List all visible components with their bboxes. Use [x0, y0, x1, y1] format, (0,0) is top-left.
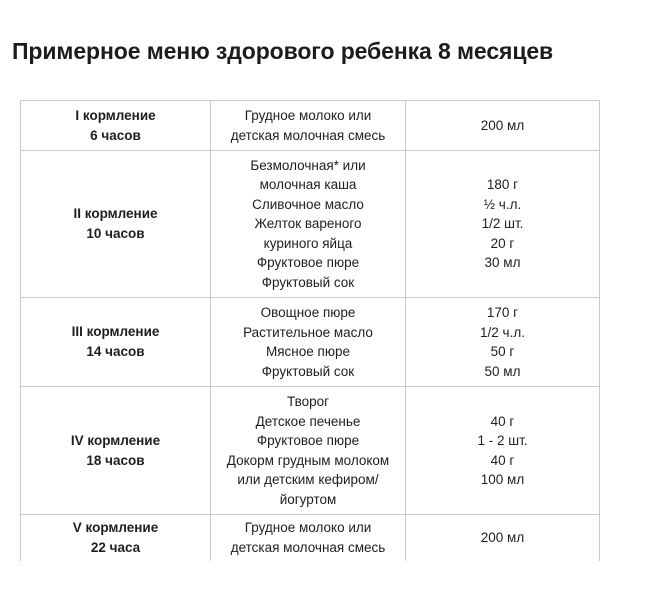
feeding-cell: [21, 387, 211, 515]
amount-item: 1 - 2 шт.: [477, 433, 528, 448]
feeding-name: II кормление: [73, 206, 158, 221]
foods-cell: [211, 101, 406, 151]
amount-item: 200 мл: [480, 530, 525, 545]
amount-item: 200 мл: [480, 117, 525, 133]
foods-cell: [211, 387, 406, 515]
feeding-cell: [21, 515, 211, 561]
amount-item: 50 мл: [484, 363, 521, 379]
food-item: Грудное молоко или: [244, 520, 372, 536]
feeding-time: 22 часа: [90, 539, 141, 555]
feeding-name: III кормление: [71, 324, 160, 339]
food-item: Творог: [286, 394, 330, 409]
table-row: [21, 515, 600, 561]
amount-item: 180 г: [486, 177, 519, 193]
amount-item: 50 г: [490, 344, 515, 359]
menu-table: [20, 100, 600, 561]
food-item: Детское печенье: [255, 413, 361, 429]
feeding-time: 6 часов: [90, 127, 141, 143]
feeding-cell: [21, 101, 211, 151]
food-item: или детским кефиром/: [237, 472, 379, 487]
amount-item: 40 г: [490, 452, 515, 468]
amount-item: 1/2 ч.л.: [480, 324, 525, 340]
foods-cell: [211, 515, 406, 561]
feeding-cell: [21, 151, 211, 298]
feeding-name: IV кормление: [70, 432, 161, 448]
food-item: Докорм грудным молоком: [226, 452, 390, 468]
amount-item: 40 г: [490, 413, 515, 429]
amounts-cell: [406, 515, 600, 561]
table-row: [21, 387, 600, 515]
food-item: Желток вареного: [254, 216, 362, 232]
food-item: детская молочная смесь: [230, 127, 386, 143]
amounts-cell: [406, 101, 600, 151]
foods-cell: [211, 298, 406, 387]
amount-item: 1/2 шт.: [481, 216, 524, 232]
amounts-cell: [406, 298, 600, 387]
food-item: Фруктовое пюре: [256, 255, 360, 271]
food-item: молочная каша: [259, 177, 357, 193]
amount-item: 20 г: [490, 235, 515, 251]
food-item: Сливочное масло: [252, 196, 364, 212]
amount-item: 170 г: [486, 305, 519, 320]
food-item: Безмолочная* или: [250, 157, 366, 173]
amounts-cell: [406, 151, 600, 298]
food-item: Грудное молоко или: [244, 108, 372, 123]
page-title: Примерное меню здорового ребенка 8 месяцев: [12, 38, 554, 64]
food-item: йогуртом: [279, 491, 337, 507]
feeding-name: V кормление: [72, 519, 159, 535]
food-item: Фруктовый сок: [261, 274, 355, 290]
table-row: [21, 151, 600, 298]
amount-item: ½ ч.л.: [483, 196, 522, 212]
feeding-time: 18 часов: [86, 452, 145, 468]
feeding-name: I кормление: [75, 107, 156, 123]
food-item: Растительное масло: [243, 324, 373, 340]
food-item: Мясное пюре: [266, 344, 350, 359]
feeding-time: 14 часов: [86, 344, 145, 359]
food-item: Фруктовый сок: [261, 363, 355, 379]
amount-item: 30 мл: [484, 255, 521, 271]
feeding-time: 10 часов: [86, 226, 145, 241]
amount-item: 100 мл: [480, 472, 525, 487]
food-item: куриного яйца: [263, 235, 353, 251]
food-item: детская молочная смесь: [230, 539, 386, 555]
amounts-cell: [406, 387, 600, 515]
foods-cell: [211, 151, 406, 298]
food-item: Фруктовое пюре: [256, 433, 360, 448]
food-item: Овощное пюре: [260, 305, 356, 320]
feeding-cell: [21, 298, 211, 387]
table-row: [21, 298, 600, 387]
table-row: [21, 101, 600, 151]
